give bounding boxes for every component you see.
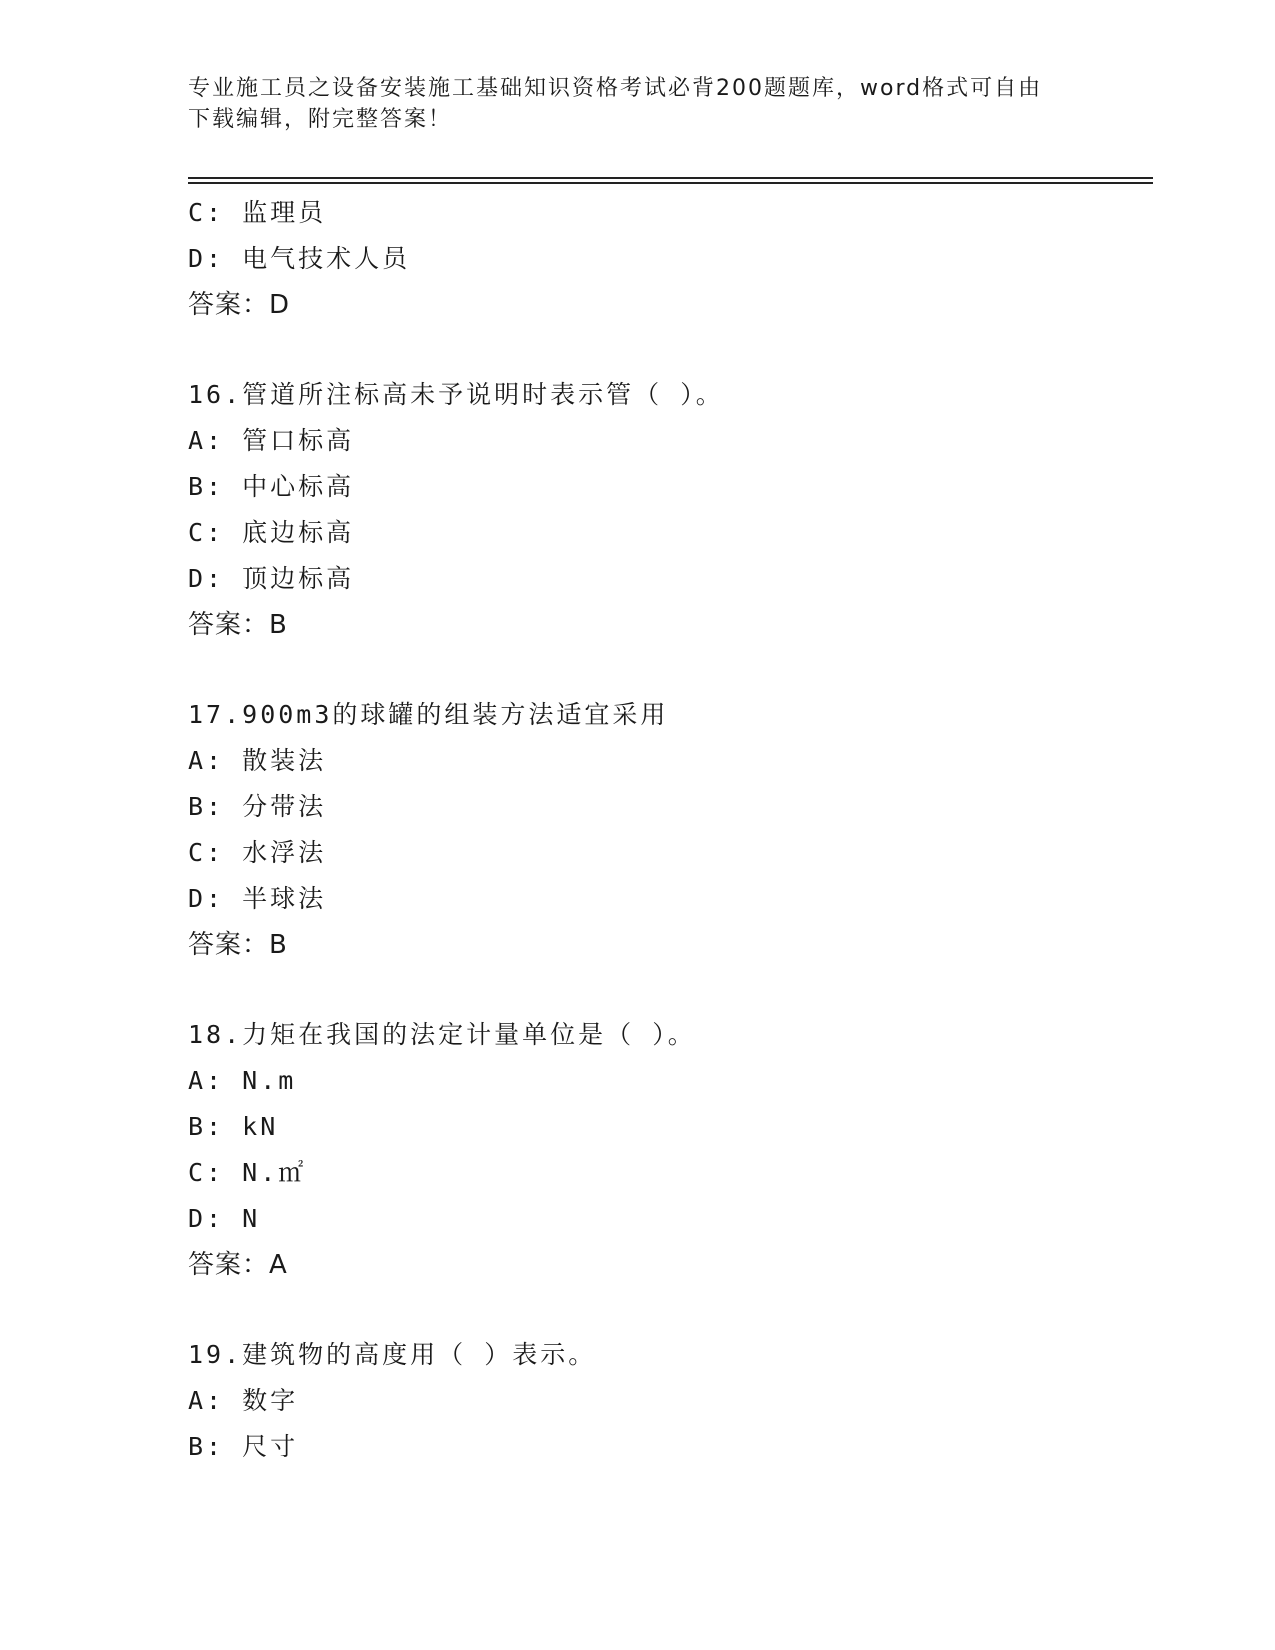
question-title: 19.建筑物的高度用（ ）表示。 [188,1340,597,1369]
option-d: D: 电气技术人员 [188,244,411,273]
header-line-1: 专业施工员之设备安装施工基础知识资格考试必背200题题库，word格式可自由 [188,76,1043,101]
header-divider-top [188,177,1153,179]
question-block-19 [188,1332,1148,1470]
answer-line: 答案：B [188,930,288,960]
option-b: B: 尺寸 [188,1432,299,1461]
answer-line: 答案：B [188,610,288,640]
option-c: C: 底边标高 [188,518,355,547]
question-block-16 [188,372,1148,648]
question-list [188,190,1148,1470]
option-a: A: N.m [188,1066,297,1095]
header-divider-bottom [188,182,1153,184]
option-c: C: N.㎡ [188,1158,307,1187]
answer-line: 答案：A [188,1250,288,1280]
option-d: D: N [188,1204,261,1233]
answer-line: 答案：D [188,290,291,320]
option-a: A: 管口标高 [188,426,355,455]
question-title: 17.900m3的球罐的组装方法适宜采用 [188,700,669,729]
option-c: C: 水浮法 [188,838,327,867]
option-a: A: 数字 [188,1386,299,1415]
option-b: B: 中心标高 [188,472,355,501]
question-title: 16.管道所注标高未予说明时表示管（ ）。 [188,380,724,409]
option-c: C: 监理员 [188,198,327,227]
question-block-partial [188,190,1148,328]
document-header [188,73,1088,135]
question-block-18 [188,1012,1148,1288]
question-title: 18.力矩在我国的法定计量单位是（ ）。 [188,1020,696,1049]
question-block-17 [188,692,1148,968]
option-d: D: 半球法 [188,884,327,913]
option-a: A: 散装法 [188,746,327,775]
option-d: D: 顶边标高 [188,564,355,593]
option-b: B: kN [188,1112,279,1141]
option-b: B: 分带法 [188,792,327,821]
header-line-2: 下载编辑，附完整答案！ [188,107,453,132]
